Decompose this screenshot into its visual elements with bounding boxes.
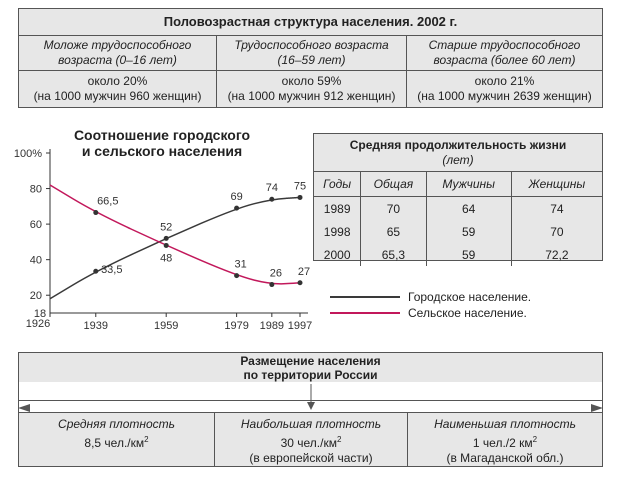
age-column-value: [217, 71, 406, 104]
table-cell: 59: [426, 220, 511, 243]
table-cell: 59: [426, 243, 511, 266]
density-label: Средняя плотность: [58, 417, 175, 431]
table-cell: 1989: [323, 201, 351, 216]
age-column-old: [407, 35, 602, 107]
density-value: [408, 432, 602, 451]
header-line: возраста (более 60 лет): [433, 53, 576, 67]
data-point-0: [93, 269, 98, 274]
density-value-text: 1 чел./2 км: [472, 436, 533, 450]
header-line: Моложе трудоспособного: [43, 38, 192, 52]
life-expectancy-title: [314, 134, 602, 172]
density-highest: [215, 413, 408, 466]
data-label-0: 75: [293, 180, 307, 193]
legend-line-rural: [330, 312, 400, 314]
age-column-header: [217, 35, 406, 71]
data-point-0: [234, 206, 239, 211]
data-point-0: [164, 236, 169, 241]
y-tick-label: 80: [29, 183, 42, 196]
column-header-women: Женщины: [511, 172, 602, 197]
chart-title-line: и сельского населения: [81, 143, 243, 159]
header-line: Старше трудоспособного: [428, 38, 581, 52]
age-structure-title: Половозрастная структура населения. 2002 г.: [19, 9, 602, 36]
table-cell: 70: [511, 220, 602, 243]
table-cell: 74: [511, 197, 602, 221]
data-point-1: [234, 273, 239, 278]
table-cell: 2000: [323, 247, 351, 262]
distribution-row: [18, 412, 603, 467]
age-column-working: [217, 35, 407, 107]
legend-line-urban: [330, 296, 400, 298]
x-tick-label: 1959: [153, 320, 179, 332]
age-column-young: [19, 35, 217, 107]
data-point-1: [269, 282, 274, 287]
arrow-down-icon: [307, 402, 315, 410]
density-value: [215, 432, 407, 451]
x-tick-label: 1997: [287, 320, 313, 332]
life-title-text: Средняя продолжительность жизни: [349, 138, 567, 152]
column-header-men: Мужчины: [426, 172, 511, 197]
data-label-1: 27: [297, 265, 311, 278]
header-line: Трудоспособного возраста: [234, 38, 389, 52]
superscript: 2: [336, 435, 342, 444]
y-tick-label: 100%: [13, 148, 42, 160]
distribution-title: [19, 353, 602, 382]
density-value-text: 8,5 чел./км: [84, 436, 145, 450]
chart-title-line: Соотношение городского: [73, 127, 251, 143]
gender-ratio-note: (на 1000 мужчин 960 женщин): [33, 89, 202, 103]
table-cell: 70: [361, 197, 426, 221]
density-lowest: [408, 413, 602, 466]
x-tick-label: 1979: [224, 320, 249, 332]
legend-label-rural: Сельское население.: [408, 306, 527, 320]
density-value-text: 30 чел./км: [280, 436, 337, 450]
life-expectancy-table: [313, 133, 603, 261]
superscript: 2: [144, 435, 149, 444]
percent-value: около 59%: [281, 74, 342, 88]
legend-label-urban: Городское население.: [408, 290, 532, 304]
age-column-header: [19, 35, 216, 71]
distribution-title-line: Размещение населения: [240, 354, 381, 368]
chart-title: [62, 127, 262, 159]
data-label-1: 31: [234, 258, 247, 271]
x-tick-label: 1939: [83, 320, 109, 332]
superscript: 2: [532, 435, 538, 444]
data-point-0: [298, 195, 303, 200]
data-label-0: 18: [33, 307, 47, 320]
y-tick-label: 60: [29, 219, 42, 232]
age-column-value: [19, 71, 216, 104]
density-label: Наименьшая плотность: [434, 417, 576, 431]
data-label-1: 26: [269, 267, 282, 280]
percent-value: около 20%: [87, 74, 148, 88]
table-cell: 1998: [323, 224, 351, 239]
density-label: Наибольшая плотность: [240, 417, 382, 431]
y-tick-label: 40: [29, 254, 42, 267]
table-row: [314, 243, 602, 266]
series-line-0: [50, 197, 300, 298]
percent-value: около 21%: [474, 74, 535, 88]
gender-ratio-note: (на 1000 мужчин 2639 женщин): [417, 89, 592, 103]
life-expectancy-grid: [314, 172, 602, 266]
density-average: [19, 413, 215, 466]
data-label-1: 66,5: [97, 195, 119, 208]
table-cell: 64: [426, 197, 511, 221]
x-tick-label: 1989: [259, 320, 285, 332]
data-label-0: 52: [160, 221, 173, 234]
table-cell: 72,2: [511, 243, 602, 266]
arrow-right-icon: [591, 404, 603, 412]
header-line: (16–59 лет): [277, 53, 346, 67]
table-header-row: [314, 172, 602, 197]
header-line: возраста (0–16 лет): [58, 53, 177, 67]
data-point-1: [298, 280, 303, 285]
data-label-0: 33,5: [101, 264, 123, 277]
arrow-left-icon: [18, 404, 30, 412]
y-tick-label: 20: [29, 290, 42, 303]
urban-rural-chart: [0, 125, 330, 345]
age-column-value: [407, 71, 602, 104]
data-point-0: [269, 197, 274, 202]
distribution-title-box: [18, 352, 603, 382]
age-structure-table: [18, 8, 603, 108]
x-tick-label: 1926: [25, 318, 51, 330]
age-column-header: [407, 35, 602, 71]
density-note: (в Магаданской обл.): [446, 451, 564, 465]
density-value: [19, 432, 214, 451]
table-row: [314, 197, 602, 221]
distribution-arrows: [0, 382, 624, 414]
data-point-1: [164, 243, 169, 248]
gender-ratio-note: (на 1000 мужчин 912 женщин): [227, 89, 396, 103]
column-header-years: Годы: [314, 172, 361, 197]
table-row: [314, 220, 602, 243]
data-label-1: 48: [160, 252, 173, 265]
table-cell: 65: [361, 220, 426, 243]
data-label-0: 74: [265, 182, 278, 195]
life-subtitle-text: (лет): [442, 153, 474, 167]
distribution-title-line: по территории России: [243, 368, 378, 382]
density-note: (в европейской части): [249, 451, 373, 465]
data-label-0: 69: [230, 191, 243, 204]
table-cell: 65,3: [361, 243, 426, 266]
data-point-1: [93, 210, 98, 215]
column-header-total: Общая: [361, 172, 426, 197]
